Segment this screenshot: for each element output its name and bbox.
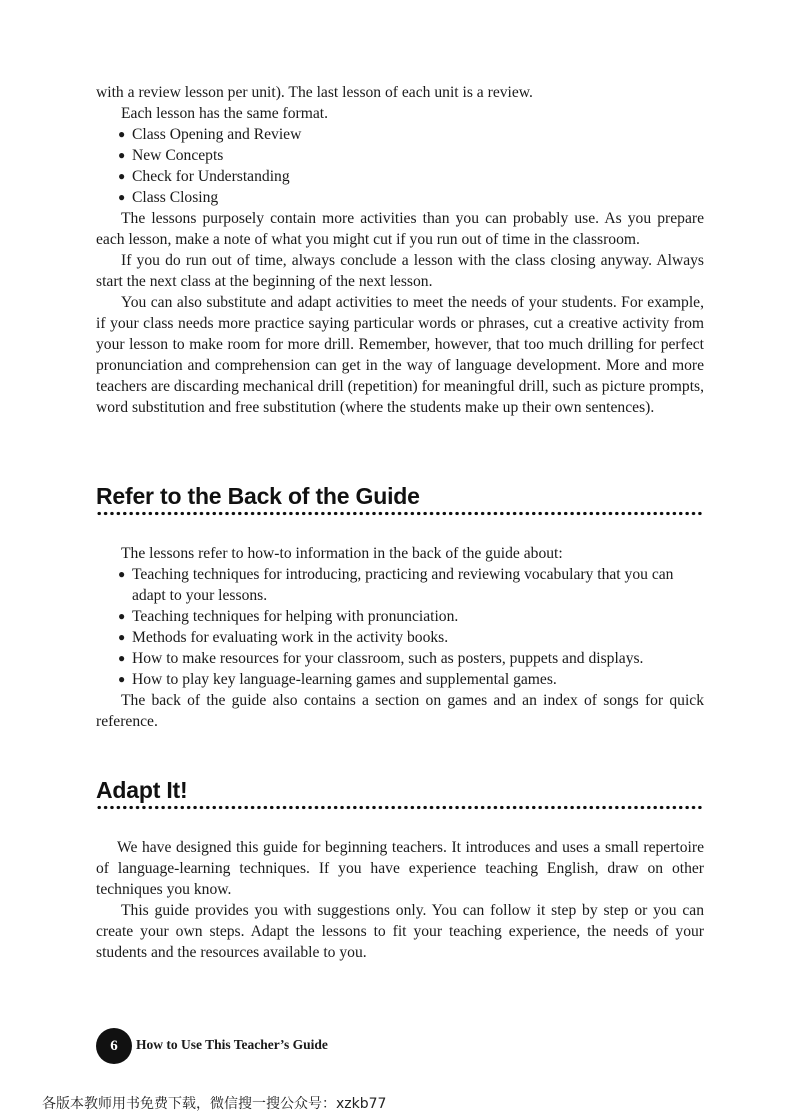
- format-list: [96, 124, 704, 208]
- list-item: ● Teaching techniques for helping with pronunciation.: [118, 606, 704, 627]
- intro-line: with a review lesson per unit). The last lesson of each unit is a review.: [96, 84, 533, 101]
- intro-line: Each lesson has the same format.: [121, 105, 328, 122]
- paragraph: The lessons purposely contain more activities than you can probably use. As you prepare each lesson, make a note of what you might cut if you run out of time in the classroom.: [96, 210, 704, 248]
- dotted-rule: [96, 805, 702, 810]
- list-item: ● Class Opening and Review: [118, 124, 704, 145]
- paragraph: The lessons refer to how-to information in the back of the guide about:: [121, 545, 563, 562]
- watermark-text: 各版本教师用书免费下载，微信搜一搜公众号：xzkb77: [42, 1096, 387, 1112]
- page-number-badge: 6: [96, 1028, 132, 1064]
- intro-block: [96, 82, 704, 418]
- list-item: ● Methods for evaluating work in the activity books.: [118, 627, 704, 648]
- dotted-rule: [96, 511, 702, 516]
- heading-title: Adapt It!: [96, 777, 188, 803]
- heading-title: Refer to the Back of the Guide: [96, 483, 420, 509]
- list-item: ● New Concepts: [118, 145, 704, 166]
- paragraph: You can also substitute and adapt activities to meet the needs of your students. For example, if your class needs more practice saying particular words or phrases, cut a creative activity from your lesson to make room for more drill. Remember, however, that too much drilling for perfect pronunciation and comprehension can get in the way of language development. More and more teachers are discarding mechanical drill (repetition) for meaningful drill, such as picture prompts, word substitution and free substitution (where the students make up their own sentences).: [96, 294, 704, 416]
- paragraph: We have designed this guide for beginning teachers. It introduces and uses a small repertoire of language-learning techniques. If you have experience teaching English, draw on other techniques you know.: [96, 839, 704, 898]
- adapt-block: [96, 837, 704, 963]
- list-item: ● Class Closing: [118, 187, 704, 208]
- list-item: ● Teaching techniques for introducing, practicing and reviewing vocabulary that you can adapt to your lessons.: [118, 564, 704, 606]
- section-heading-refer: [96, 482, 702, 516]
- paragraph: This guide provides you with suggestions only. You can follow it step by step or you can create your own steps. Adapt the lessons to fit your teaching experience, the needs of your students and the resources available to you.: [96, 902, 704, 961]
- paragraph: If you do run out of time, always conclude a lesson with the class closing anyway. Always start the next class at the beginning of the next lesson.: [96, 252, 704, 290]
- reference-list: [96, 564, 704, 690]
- refer-block: [96, 543, 704, 732]
- list-item: ● Check for Understanding: [118, 166, 704, 187]
- list-item: ● How to make resources for your classroom, such as posters, puppets and displays.: [118, 648, 704, 669]
- list-item: ● How to play key language-learning games and supplemental games.: [118, 669, 704, 690]
- running-title: How to Use This Teacher’s Guide: [136, 1037, 328, 1052]
- paragraph: The back of the guide also contains a section on games and an index of songs for quick reference.: [96, 692, 704, 730]
- section-heading-adapt: [96, 776, 702, 810]
